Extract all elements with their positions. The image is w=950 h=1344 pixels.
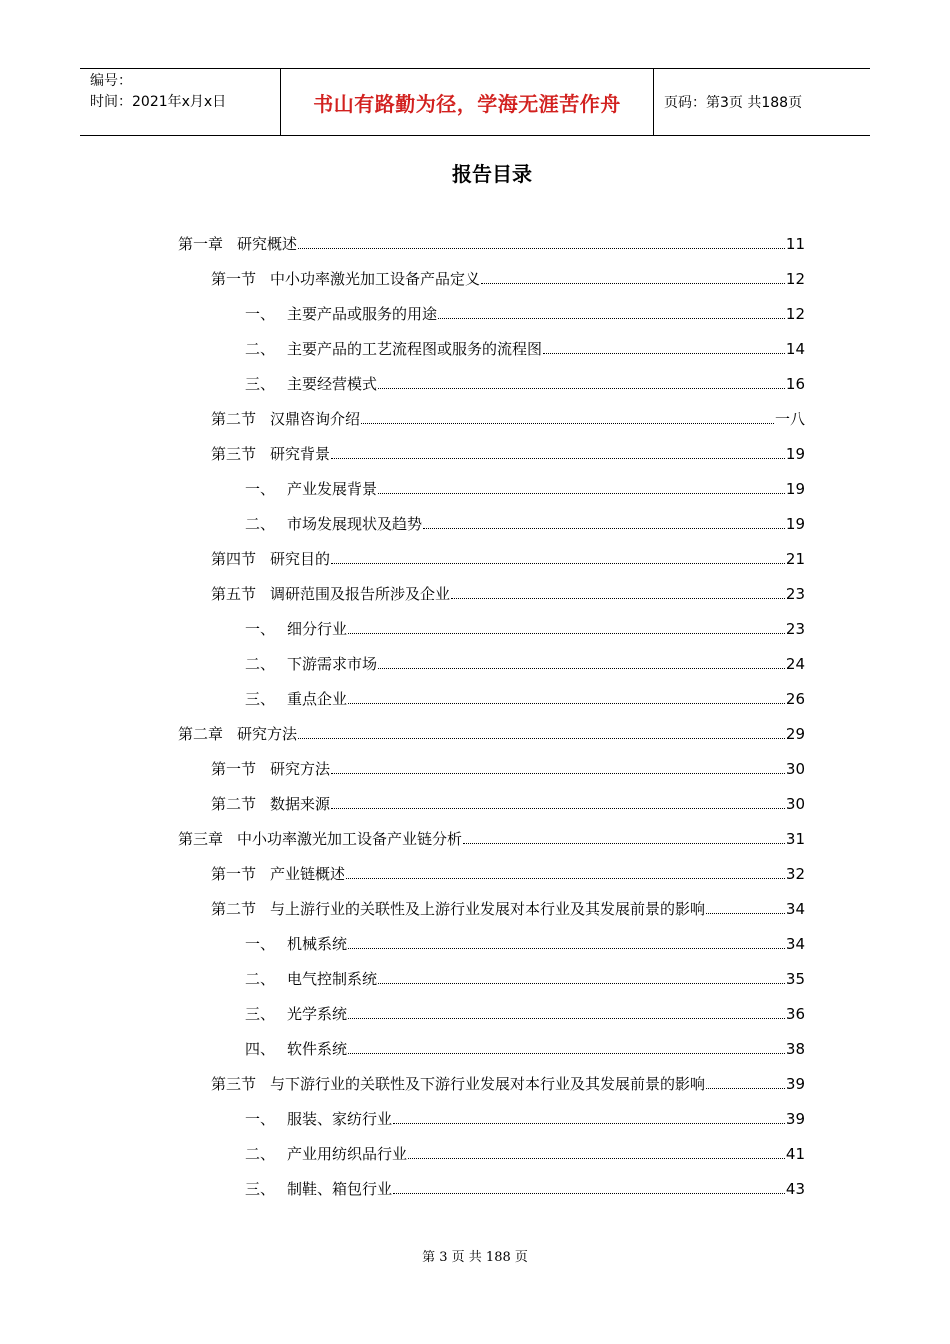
toc-entry-page: 35	[785, 969, 805, 988]
toc-entry-title: 研究方法	[237, 725, 298, 743]
toc-entry-number: 第二节	[211, 795, 257, 813]
toc-dot-leader	[348, 633, 785, 634]
toc-entry[interactable]	[245, 296, 805, 331]
toc-entry-number: 第三节	[211, 1075, 257, 1093]
document-time: 时间：2021年x月x日	[90, 94, 227, 110]
toc-entry-page: 38	[785, 1039, 805, 1058]
toc-entry-title: 调研范围及报告所涉及企业	[270, 585, 451, 603]
toc-dot-leader	[408, 1158, 785, 1159]
toc-entry-number: 一、	[245, 480, 276, 498]
toc-entry[interactable]	[211, 261, 805, 296]
toc-entry[interactable]	[211, 1066, 805, 1101]
header-page-info: 页码：第3页 共188页	[664, 95, 803, 111]
toc-entry-title: 研究概述	[237, 235, 298, 253]
toc-entry[interactable]	[245, 506, 805, 541]
toc-entry[interactable]	[245, 366, 805, 401]
toc-dot-leader	[378, 493, 785, 494]
toc-entry[interactable]	[211, 786, 805, 821]
toc-dot-leader	[706, 1088, 785, 1089]
toc-dot-leader	[346, 878, 785, 879]
toc-entry-number: 一、	[245, 620, 276, 638]
toc-entry[interactable]	[245, 1031, 805, 1066]
toc-entry-number: 第五节	[211, 585, 257, 603]
toc-entry-title: 软件系统	[287, 1040, 348, 1058]
toc-entry-number: 二、	[245, 340, 276, 358]
toc-entry-title: 研究方法	[270, 760, 331, 778]
page-title: 报告目录	[452, 162, 532, 186]
toc-entry-page: 26	[785, 689, 805, 708]
toc-dot-leader	[361, 423, 774, 424]
toc-entry-title: 电气控制系统	[287, 970, 378, 988]
toc-entry[interactable]	[245, 926, 805, 961]
toc-entry-number: 三、	[245, 1180, 276, 1198]
toc-entry-number: 第二节	[211, 900, 257, 918]
toc-dot-leader	[331, 563, 785, 564]
toc-dot-leader	[348, 1053, 785, 1054]
toc-entry-title: 产业发展背景	[287, 480, 378, 498]
toc-entry-page: 11	[785, 234, 805, 253]
toc-entry[interactable]	[245, 1101, 805, 1136]
toc-dot-leader	[543, 353, 785, 354]
toc-entry[interactable]	[178, 716, 805, 751]
toc-entry[interactable]	[211, 576, 805, 611]
toc-entry[interactable]	[245, 1171, 805, 1206]
toc-entry-page: 24	[785, 654, 805, 673]
toc-entry-title: 主要经营模式	[287, 375, 378, 393]
toc-entry[interactable]	[245, 961, 805, 996]
toc-dot-leader	[298, 738, 785, 739]
toc-dot-leader	[393, 1123, 785, 1124]
toc-entry-page: 23	[785, 619, 805, 638]
toc-entry[interactable]	[211, 401, 805, 436]
toc-dot-leader	[348, 948, 785, 949]
toc-entry[interactable]	[245, 996, 805, 1031]
toc-entry-title: 主要产品的工艺流程图或服务的流程图	[287, 340, 543, 358]
toc-entry-number: 第一节	[211, 270, 257, 288]
toc-entry-title: 产业用纺织品行业	[287, 1145, 408, 1163]
toc-dot-leader	[423, 528, 785, 529]
toc-entry-page: 12	[785, 269, 805, 288]
toc-entry-title: 光学系统	[287, 1005, 348, 1023]
header-motto-cell	[281, 69, 654, 135]
toc-entry-page: 30	[785, 759, 805, 778]
toc-entry-number: 第二节	[211, 410, 257, 428]
toc-dot-leader	[481, 283, 785, 284]
toc-entry-title: 机械系统	[287, 935, 348, 953]
toc-entry-page: 39	[785, 1074, 805, 1093]
toc-entry-page: 14	[785, 339, 805, 358]
toc-entry-page: 19	[785, 479, 805, 498]
document-header	[80, 68, 870, 136]
toc-entry-page: 36	[785, 1004, 805, 1023]
toc-entry-number: 第三章	[178, 830, 224, 848]
toc-entry-number: 三、	[245, 375, 276, 393]
toc-entry-title: 制鞋、箱包行业	[287, 1180, 393, 1198]
toc-entry[interactable]	[178, 226, 805, 261]
toc-entry-title: 中小功率激光加工设备产业链分析	[237, 830, 463, 848]
page-footer: 第 3 页 共 188 页	[422, 1250, 528, 1265]
toc-entry[interactable]	[211, 436, 805, 471]
document-number-label: 编号：	[90, 73, 132, 89]
toc-entry-number: 二、	[245, 970, 276, 988]
toc-entry-title: 数据来源	[270, 795, 331, 813]
toc-entry-title: 重点企业	[287, 690, 348, 708]
toc-entry-page: 34	[785, 899, 805, 918]
toc-entry-page: 29	[785, 724, 805, 743]
toc-entry-page: 34	[785, 934, 805, 953]
toc-entry-number: 二、	[245, 515, 276, 533]
toc-dot-leader	[393, 1193, 785, 1194]
toc-entry-title: 产业链概述	[270, 865, 346, 883]
toc-entry[interactable]	[245, 1136, 805, 1171]
toc-entry[interactable]	[245, 331, 805, 366]
toc-entry-number: 二、	[245, 1145, 276, 1163]
toc-entry-number: 第一节	[211, 760, 257, 778]
header-meta	[80, 69, 281, 135]
toc-entry[interactable]	[245, 681, 805, 716]
toc-entry-page: 41	[785, 1144, 805, 1163]
toc-entry[interactable]	[245, 611, 805, 646]
toc-entry-page: 31	[785, 829, 805, 848]
toc-dot-leader	[378, 388, 785, 389]
toc-entry-title: 细分行业	[287, 620, 348, 638]
toc-dot-leader	[348, 703, 785, 704]
toc-entry-number: 二、	[245, 655, 276, 673]
toc-dot-leader	[463, 843, 785, 844]
toc-entry-page: 16	[785, 374, 805, 393]
toc-entry-title: 中小功率激光加工设备产品定义	[270, 270, 481, 288]
toc-entry-number: 第四节	[211, 550, 257, 568]
toc-entry-number: 一、	[245, 935, 276, 953]
toc-dot-leader	[378, 983, 785, 984]
toc-dot-leader	[331, 808, 785, 809]
header-page-info-cell	[654, 69, 870, 135]
toc-entry-title: 汉鼎咨询介绍	[270, 410, 361, 428]
toc-dot-leader	[298, 248, 785, 249]
toc-entry-page: 19	[785, 514, 805, 533]
toc-dot-leader	[331, 458, 785, 459]
toc-entry-number: 第一章	[178, 235, 224, 253]
toc-entry-page: 12	[785, 304, 805, 323]
header-motto: 书山有路勤为径，学海无涯苦作舟	[313, 91, 621, 116]
toc-entry-number: 第三节	[211, 445, 257, 463]
toc-entry-number: 一、	[245, 305, 276, 323]
toc-entry-page: 19	[785, 444, 805, 463]
toc-entry[interactable]	[211, 891, 805, 926]
toc-entry-page: 43	[785, 1179, 805, 1198]
toc-entry[interactable]	[245, 646, 805, 681]
toc-entry-number: 一、	[245, 1110, 276, 1128]
toc-entry-page: 21	[785, 549, 805, 568]
toc-entry-number: 三、	[245, 1005, 276, 1023]
toc-entry-title: 研究背景	[270, 445, 331, 463]
toc-entry-page: 一八	[774, 410, 805, 428]
toc-entry[interactable]	[178, 821, 805, 856]
toc-entry[interactable]	[211, 856, 805, 891]
toc-entry-title: 与上游行业的关联性及上游行业发展对本行业及其发展前景的影响	[270, 900, 706, 918]
toc-entry[interactable]	[211, 751, 805, 786]
toc-dot-leader	[331, 773, 785, 774]
toc-entry-title: 下游需求市场	[287, 655, 378, 673]
toc-dot-leader	[706, 913, 785, 914]
toc-entry[interactable]	[211, 541, 805, 576]
toc-entry-number: 四、	[245, 1040, 276, 1058]
toc-entry-number: 第一节	[211, 865, 257, 883]
toc-dot-leader	[451, 598, 785, 599]
toc-entry-page: 23	[785, 584, 805, 603]
toc-entry-title: 主要产品或服务的用途	[287, 305, 438, 323]
toc-entry-page: 39	[785, 1109, 805, 1128]
toc-dot-leader	[378, 668, 785, 669]
toc-entry[interactable]	[245, 471, 805, 506]
toc-entry-number: 三、	[245, 690, 276, 708]
toc-entry-title: 服装、家纺行业	[287, 1110, 393, 1128]
toc-dot-leader	[348, 1018, 785, 1019]
toc-entry-number: 第二章	[178, 725, 224, 743]
toc-entry-page: 32	[785, 864, 805, 883]
toc-entry-title: 与下游行业的关联性及下游行业发展对本行业及其发展前景的影响	[270, 1075, 706, 1093]
toc-dot-leader	[438, 318, 785, 319]
toc-entry-title: 市场发展现状及趋势	[287, 515, 423, 533]
toc-entry-page: 30	[785, 794, 805, 813]
toc-entry-title: 研究目的	[270, 550, 331, 568]
